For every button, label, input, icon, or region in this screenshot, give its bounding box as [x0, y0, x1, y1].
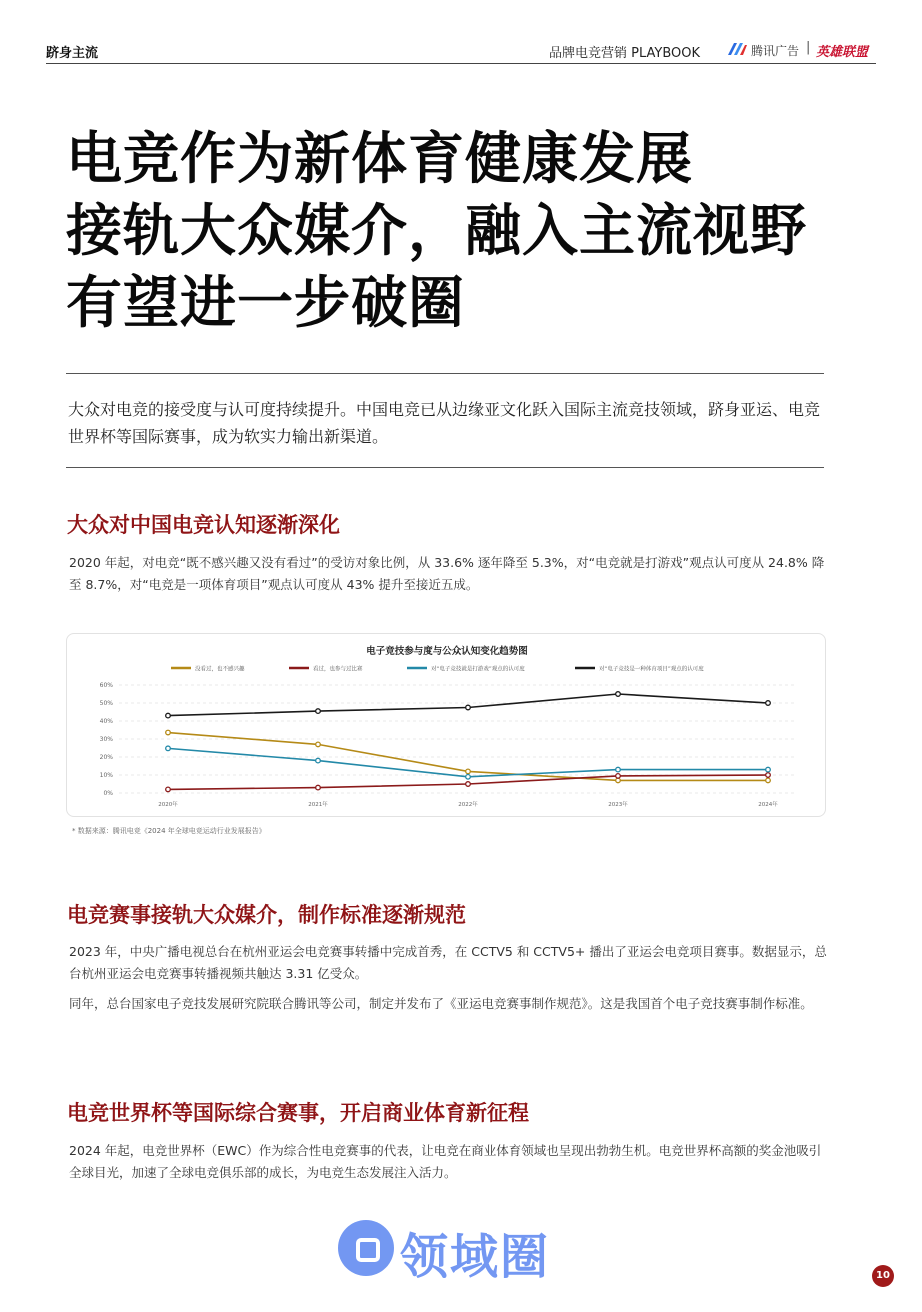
section-3-title: 电竞世界杯等国际综合赛事，开启商业体育新征程: [67, 1101, 529, 1125]
legend-label-4: 对“电子竞技是一种体育项目”观点的认可度: [599, 666, 704, 673]
legend-label-2: 看过，也参与过比赛: [313, 666, 363, 673]
y-tick-label: 60%: [99, 682, 113, 689]
data-point: [766, 773, 771, 778]
data-point: [316, 758, 321, 763]
trend-chart: [66, 633, 826, 817]
data-point: [616, 692, 621, 697]
data-point: [766, 701, 771, 706]
legend-label-1: 没看过，也不感兴趣: [195, 666, 245, 673]
chart-title: 电子竞技参与度与公众认知变化趋势图: [366, 646, 528, 657]
y-tick-label: 20%: [99, 754, 113, 761]
data-point: [166, 730, 171, 735]
divider-bottom: [66, 467, 824, 468]
x-tick-label: 2024年: [758, 802, 778, 808]
data-point: [166, 787, 171, 792]
x-tick-label: 2020年: [158, 802, 178, 808]
section-1-body: 2020 年起，对电竞“既不感兴趣又没有看过”的受访对象比例，从 33.6% 逐年降至 5.3%，对“电竞就是打游戏”观点认可度从 24.8% 降至 8.7%，对“电竞是一项体育项目”观点认可度从 43% 提升至接近五成。: [69, 555, 825, 592]
data-point: [766, 778, 771, 783]
page-number: 10: [872, 1265, 894, 1287]
section-2-title: 电竞赛事接轨大众媒介，制作标准逐渐规范: [67, 903, 466, 927]
data-point: [166, 713, 171, 718]
watermark-logo-icon: [338, 1220, 394, 1276]
brand-separator: |: [806, 40, 811, 55]
section-1-title: 大众对中国电竞认知逐渐深化: [67, 513, 340, 537]
chart-source: * 数据来源：腾讯电竞《2024 年全球电竞运动行业发展报告》: [72, 827, 266, 835]
brand-tencent-ads: 腾讯广告: [751, 44, 800, 58]
main-title-line-3: 有望进一步破圈: [66, 271, 465, 336]
data-point: [466, 705, 471, 710]
intro-paragraph: 大众对电竞的接受度与认可度持续提升。中国电竞已从边缘亚文化跃入国际主流竞技领域，跻身亚运、电竞世界杯等国际赛事，成为软实力输出新渠道。: [68, 400, 821, 446]
y-tick-label: 40%: [99, 718, 113, 725]
data-point: [616, 767, 621, 772]
data-point: [316, 709, 321, 714]
x-tick-label: 2021年: [308, 802, 328, 808]
legend-label-3: 对“电子竞技就是打游戏”观点的认可度: [431, 666, 525, 673]
data-point: [316, 742, 321, 747]
page-header: [46, 40, 876, 64]
y-tick-label: 50%: [99, 700, 113, 707]
y-tick-label: 10%: [99, 772, 113, 779]
data-point: [466, 775, 471, 780]
data-point: [616, 774, 621, 779]
section-2-body-2: 同年，总台国家电子竞技发展研究院联合腾讯等公司，制定并发布了《亚运电竞赛事制作规范》。这是我国首个电子竞技赛事制作标准。: [69, 996, 813, 1011]
watermark: [336, 1216, 586, 1285]
y-tick-label: 30%: [99, 736, 113, 743]
main-title-line-2: 接轨大众媒介，融入主流视野: [66, 199, 807, 264]
data-point: [466, 769, 471, 774]
main-title-line-1: 电竞作为新体育健康发展: [66, 127, 693, 192]
playbook-title: 品牌电竞营销 PLAYBOOK: [549, 46, 701, 61]
brand-league-of-legends: 英雄联盟: [816, 45, 869, 60]
trend-chart-svg: [67, 634, 827, 818]
section-2-body-1: 2023 年，中央广播电视总台在杭州亚运会电竞赛事转播中完成首秀，在 CCTV5 和 CCTV5+ 播出了亚运会电竞项目赛事。数据显示，总台杭州亚运会电竞赛事转播视频共触达 3.31 亿受众。: [69, 944, 827, 981]
section-3-body: 2024 年起，电竞世界杯（EWC）作为综合性电竞赛事的代表，让电竞在商业体育领域也呈现出勃勃生机。电竞世界杯高额的奖金池吸引全球目光，加速了全球电竞俱乐部的成长，为电竞生态发展注入活力。: [69, 1143, 822, 1180]
y-tick-label: 0%: [103, 790, 113, 797]
main-title: [66, 124, 846, 340]
section-label: 跻身主流: [46, 46, 99, 61]
watermark-text: 领域圈: [400, 1229, 551, 1285]
divider-top: [66, 373, 824, 374]
data-point: [466, 782, 471, 787]
x-tick-label: 2022年: [458, 802, 478, 808]
x-tick-label: 2023年: [608, 802, 628, 808]
data-point: [316, 785, 321, 790]
data-point: [766, 767, 771, 772]
tencent-ads-logo-icon: [726, 42, 748, 56]
data-point: [166, 746, 171, 751]
